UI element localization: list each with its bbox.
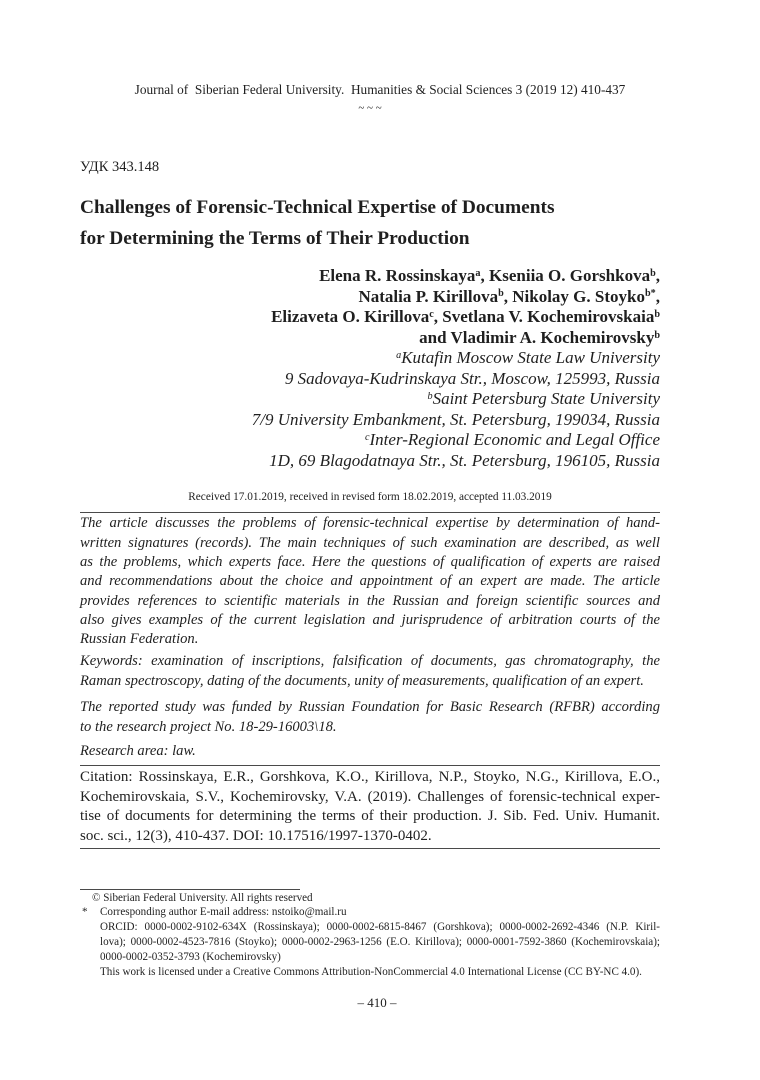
research-area-line: Research area: law. [80,743,196,760]
running-header: Journal of Siberian Federal University. Humanities & Social Sciences 3 (2019 12) 410-437 [134,82,626,97]
title-line: for Determining the Terms of Their Production [80,228,470,249]
byline [80,266,660,471]
orcid-line: ORCID: 0000-0002-9102-634X (Rossinskaya); 0000-0002-6815-8467 (Gorshkova); 0000-0002-2692-4346 (N.P. Kiril- [100,921,660,934]
author-name: Elizaveta O. Kirillova [271,307,430,327]
footnote-mark: * [82,906,88,919]
affiliation-mark: b [427,391,433,403]
orcid-line: lova); 0000-0002-4523-7816 (Stoyko); 0000-0002-2963-1256 (E.O. Kirillova); 0000-0001-7592-3860 (Kochemirovskaia); [100,935,660,948]
divider [80,512,660,513]
corresponding-author-text: Corresponding author E-mail address: nstoiko@mail.ru [100,906,347,919]
affiliation-mark: b [654,309,660,320]
keywords-line: Raman spectroscopy, dating of the documents, unity of measurements, qualification of an expert. [80,672,644,689]
footnotes [80,891,660,980]
affiliation-mark: c [429,309,434,320]
author-name: Vladimir A. Kochemirovsky [450,327,655,347]
corresponding-author-note [80,905,660,920]
abstract-line: Russian Federation. [80,631,199,648]
abstract-line: written signatures (records). The main techniques of such examination are described, as well [80,534,660,551]
orcid-line: 0000-0002-0352-3793 (Kochemirovsky) [100,950,281,963]
author-name: Nikolay G. Stoyko [512,286,645,306]
title-line: Challenges of Forensic-Technical Expertise of Documents [80,197,555,218]
abstract-line: and recommendations about the choice and appointment of an expert are made. The article [80,573,660,590]
author-separator: , [503,286,513,306]
affiliation-address: 9 Sadovaya-Kudrinskaya Str., Moscow, 125993, Russia [284,368,660,388]
author-conjunction: and [419,327,451,347]
affiliation-name [80,389,660,410]
abstract-line: as the problems, which experts face. Here the questions of qualification of experts are raised [80,553,660,570]
citation-line: Kochemirovskaia, S.V., Kochemirovsky, V.A. (2019). Challenges of forensic-technical exper- [80,788,660,805]
author-name: Elena R. Rossinskaya [319,266,476,285]
author-line [80,328,660,349]
udc-code: УДК 343.148 [80,159,160,175]
author-separator: , [433,307,443,327]
affiliation-label: Kutafin Moscow State Law University [401,348,660,368]
funding-note [80,698,660,737]
affiliation-address: 7/9 University Embankment, St. Petersburg, 199034, Russia [251,409,660,429]
header-separator: ~ ~ ~ [358,102,382,114]
affiliation-name [80,348,660,369]
author-line [80,266,660,287]
affiliation-mark: c [364,432,370,444]
affiliation-label: Inter-Regional Economic and Legal Office [369,430,660,450]
affiliation-name [80,430,660,451]
affiliation-mark: b [498,288,504,300]
author-line [80,307,660,328]
affiliation-mark: a [396,350,402,362]
author-separator: , [480,266,490,285]
affiliation-mark: b [654,329,660,341]
divider [80,765,660,766]
citation-line: Citation: Rossinskaya, E.R., Gorshkova, K.O., Kirillova, N.P., Stoyko, N.G., Kirillova, E.O., [80,769,660,785]
author-name: Kseniia O. Gorshkova [489,266,651,285]
affiliation-mark: b [650,267,656,279]
author-separator: , [655,286,660,306]
abstract-line: The article discusses the problems of forensic-technical expertise by determination of hand- [80,515,660,532]
funding-line: to the research project No. 18-29-16003\18. [80,718,337,735]
author-separator: , [655,266,660,285]
author-line [80,287,660,308]
abstract [80,514,660,649]
citation-line: soc. sci., 12(3), 410-437. DOI: 10.17516/1997-1370-0402. [80,828,432,845]
copyright-note: © Siberian Federal University. All rights reserved [92,891,313,904]
article-title [80,192,660,254]
funding-line: The reported study was funded by Russian Foundation for Basic Research (RFBR) according [80,699,660,716]
research-area [80,742,660,762]
affiliation-mark: a [475,267,481,279]
page-number: – 410 – [357,995,397,1010]
submission-dates: Received 17.01.2019, received in revised form 18.02.2019, accepted 11.03.2019 [188,491,552,503]
citation [80,768,660,847]
affiliation-address: 1D, 69 Blagodatnaya Str., St. Petersburg, 196105, Russia [269,450,660,470]
author-name: Svetlana V. Kochemirovskaia [442,307,655,327]
affiliation-mark: b* [644,288,656,300]
author-name: Natalia P. Kirillova [358,286,499,306]
citation-line: tise of documents for determining the terms of their production. J. Sib. Fed. Univ. Humanit. [80,808,660,825]
divider [80,848,660,849]
abstract-line: provides references to scientific materials in the Russian and foreign scientific sources and [80,592,660,609]
keywords [80,652,660,691]
license-note: This work is licensed under a Creative Commons Attribution-NonCommercial 4.0 International License (CC BY-NC 4.0). [100,965,642,978]
affiliation-label: Saint Petersburg State University [432,389,660,409]
keywords-line: Keywords: examination of inscriptions, falsification of documents, gas chromatography, the [80,653,660,670]
abstract-line: also gives examples of the current legislation and jurisprudence of arbitration courts of the [80,611,660,628]
